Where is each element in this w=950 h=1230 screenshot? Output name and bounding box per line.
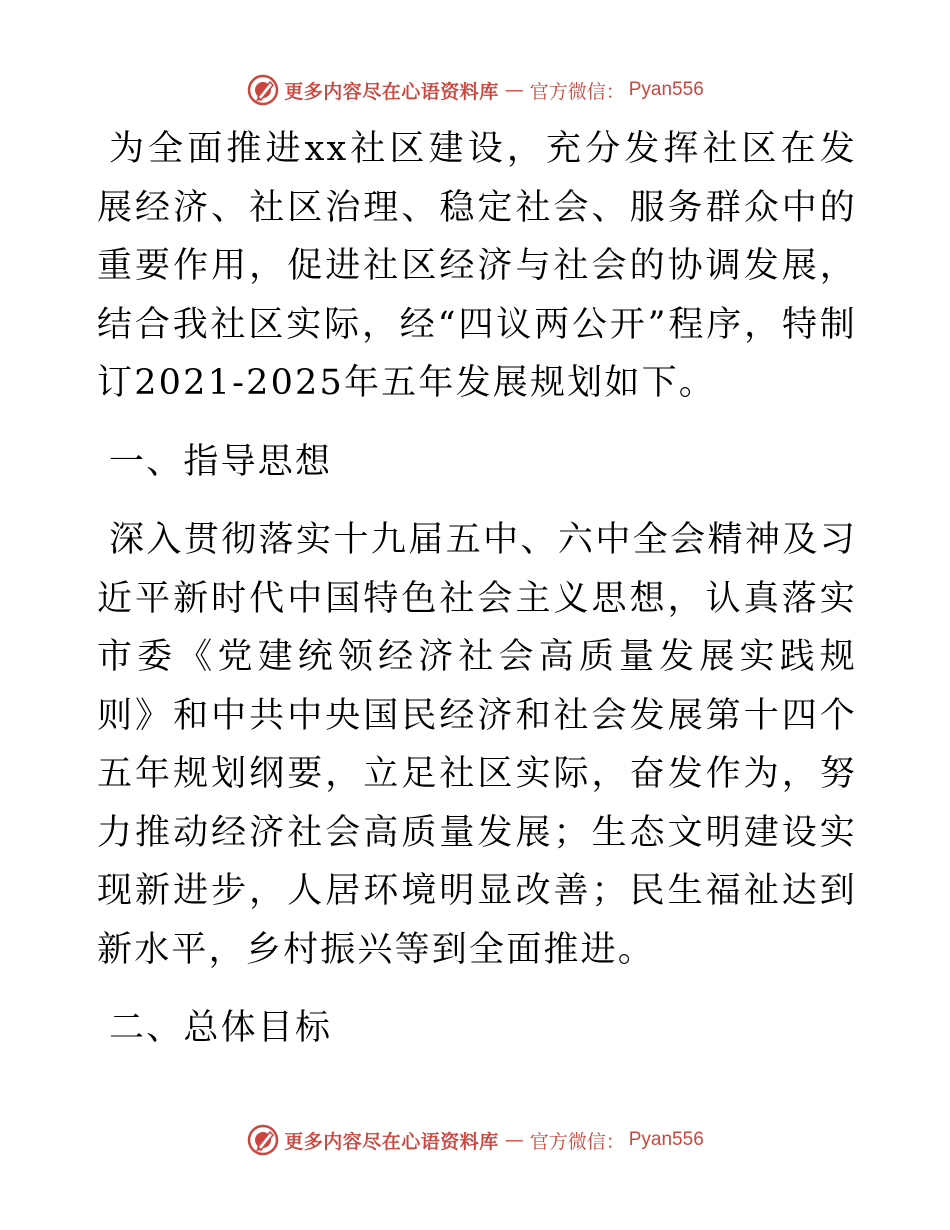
watermark-label: 官方微信： xyxy=(529,1130,625,1153)
pen-logo-icon xyxy=(246,73,280,107)
section-heading-overall-goals: 二、总体目标 xyxy=(109,1008,333,1048)
pen-logo-icon xyxy=(246,1123,280,1157)
watermark-label: 官方微信： xyxy=(529,80,625,103)
watermark-wechat-id: Pyan556 xyxy=(628,1129,704,1150)
watermark-brand-text: 更多内容尽在心语资料库 xyxy=(284,1130,499,1153)
paragraph-gap xyxy=(97,491,857,511)
watermark-wechat-id: Pyan556 xyxy=(628,79,704,100)
document-body xyxy=(97,120,857,1058)
watermark-dash: — xyxy=(504,79,524,101)
header-watermark xyxy=(0,70,950,110)
paragraph-gap xyxy=(97,979,857,999)
section-body-guiding-ideology: 深入贯彻落实十九届五中、六中全会精神及习近平新时代中国特色社会主义思想，认真落实市委《党建统领经济社会高质量发展实践规则》和中共中央国民经济和社会发展第十四个五年规划纲要，立足社区实际，奋发作为，努力推动经济社会高质量发展；生态文明建设实现新进步，人居环境明显改善；民生福祉达到新水平，乡村振兴等到全面推进。 xyxy=(97,520,857,970)
paragraph-gap xyxy=(97,413,857,433)
footer-watermark xyxy=(0,1120,950,1160)
watermark-dash: — xyxy=(504,1129,524,1151)
section-heading-guiding-ideology: 一、指导思想 xyxy=(109,441,333,482)
intro-paragraph: 为全面推进xx社区建设，充分发挥社区在发展经济、社区治理、稳定社会、服务群众中的重要作用，促进社区经济与社会的协调发展，结合我社区实际，经“四议两公开”程序，特制订2021-2025年五年发展规划如下。 xyxy=(97,129,857,403)
watermark-brand-text: 更多内容尽在心语资料库 xyxy=(284,80,499,103)
